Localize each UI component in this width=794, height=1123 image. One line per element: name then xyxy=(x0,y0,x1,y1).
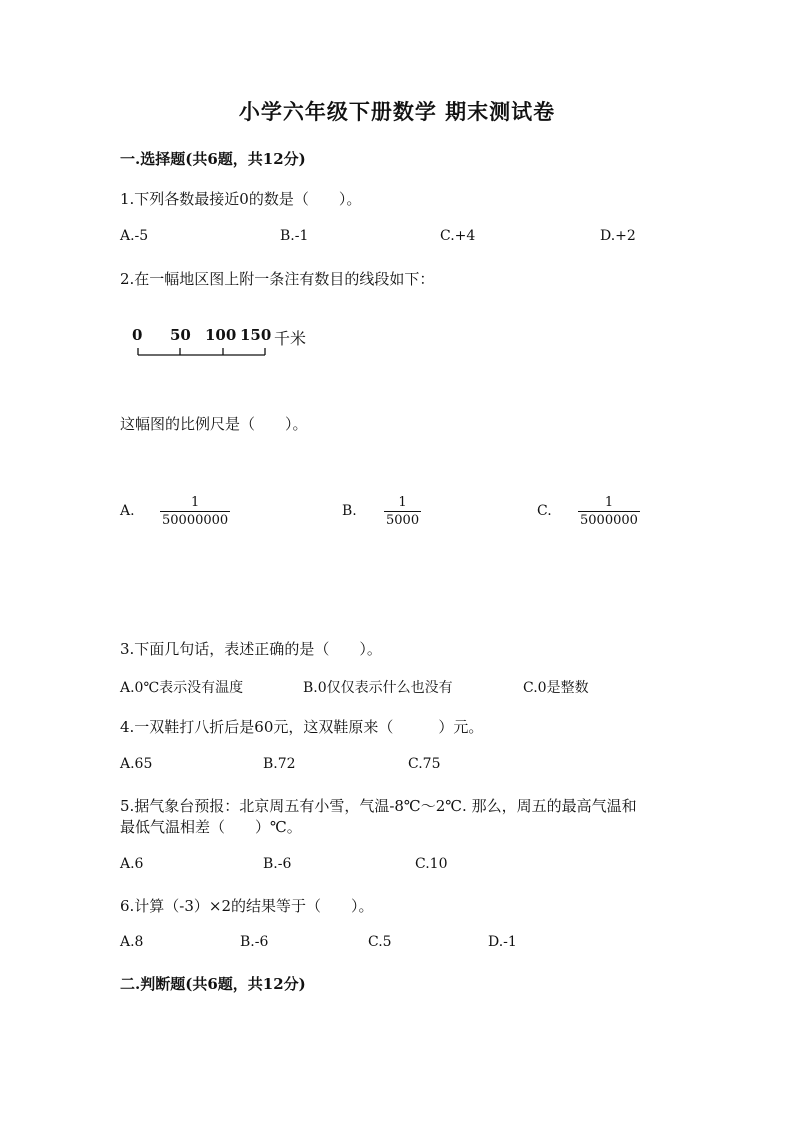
fraction-denominator: 5000000 xyxy=(580,513,638,528)
question-5-line-2: 最低气温相差（ ）℃。 xyxy=(120,818,302,836)
q3-option-b: B.0仅仅表示什么也没有 xyxy=(303,680,453,696)
q1-option-c: C.+4 xyxy=(440,228,476,244)
question-2-prompt: 这幅图的比例尺是（ ）。 xyxy=(120,415,308,433)
q2-option-b-fraction xyxy=(384,495,421,529)
question-2: 2.在一幅地区图上附一条注有数目的线段如下： xyxy=(120,270,435,288)
q6-option-a: A.8 xyxy=(120,934,144,950)
fraction-numerator: 1 xyxy=(604,495,614,510)
q2-option-a-fraction xyxy=(160,495,230,529)
scale-line xyxy=(134,345,274,357)
fraction-denominator: 5000 xyxy=(386,513,420,528)
q5-option-a: A.6 xyxy=(120,856,144,872)
section-2-heading: 二.判断题(共6题，共12分) xyxy=(120,975,306,993)
q6-option-d: D.-1 xyxy=(488,934,517,950)
q3-option-c: C.0是整数 xyxy=(523,680,589,696)
q1-option-d: D.+2 xyxy=(600,228,636,244)
section-1-heading: 一.选择题(共6题，共12分) xyxy=(120,150,306,168)
scale-unit-label: 千米 xyxy=(274,329,307,348)
question-6: 6.计算（-3）×2的结果等于（ ）。 xyxy=(120,897,374,915)
fraction-numerator: 1 xyxy=(398,495,407,510)
q2-option-b-letter: B. xyxy=(342,503,357,519)
q2-option-a-letter: A. xyxy=(120,503,135,519)
q2-option-c-letter: C. xyxy=(537,503,552,519)
q1-option-a: A.-5 xyxy=(120,228,149,244)
q5-option-b: B.-6 xyxy=(263,856,292,872)
q4-option-b: B.72 xyxy=(263,756,296,772)
q4-option-c: C.75 xyxy=(408,756,441,772)
q6-option-b: B.-6 xyxy=(240,934,269,950)
question-5-line-1: 5.据气象台预报：北京周五有小雪，气温-8℃～2℃. 那么，周五的最高气温和 xyxy=(120,797,637,815)
question-1: 1.下列各数最接近0的数是（ ）。 xyxy=(120,190,362,208)
page-title: 小学六年级下册数学 期末测试卷 xyxy=(238,99,556,124)
scale-tick-label: 0 xyxy=(132,326,143,344)
question-4: 4.一双鞋打八折后是60元，这双鞋原来（ ）元。 xyxy=(120,718,484,736)
q6-option-c: C.5 xyxy=(368,934,392,950)
question-3: 3.下面几句话，表述正确的是（ ）。 xyxy=(120,640,382,658)
q1-option-b: B.-1 xyxy=(280,228,309,244)
q2-option-c-fraction xyxy=(578,495,640,529)
scale-tick-label: 150 xyxy=(240,326,272,344)
fraction-denominator: 50000000 xyxy=(162,513,229,528)
q5-option-c: C.10 xyxy=(415,856,448,872)
q4-option-a: A.65 xyxy=(120,756,153,772)
scale-tick-label: 100 xyxy=(205,326,237,344)
q3-option-a: A.0℃表示没有温度 xyxy=(120,680,244,696)
map-scale-bar xyxy=(130,326,330,366)
fraction-numerator: 1 xyxy=(190,495,200,510)
scale-tick-label: 50 xyxy=(170,326,191,344)
